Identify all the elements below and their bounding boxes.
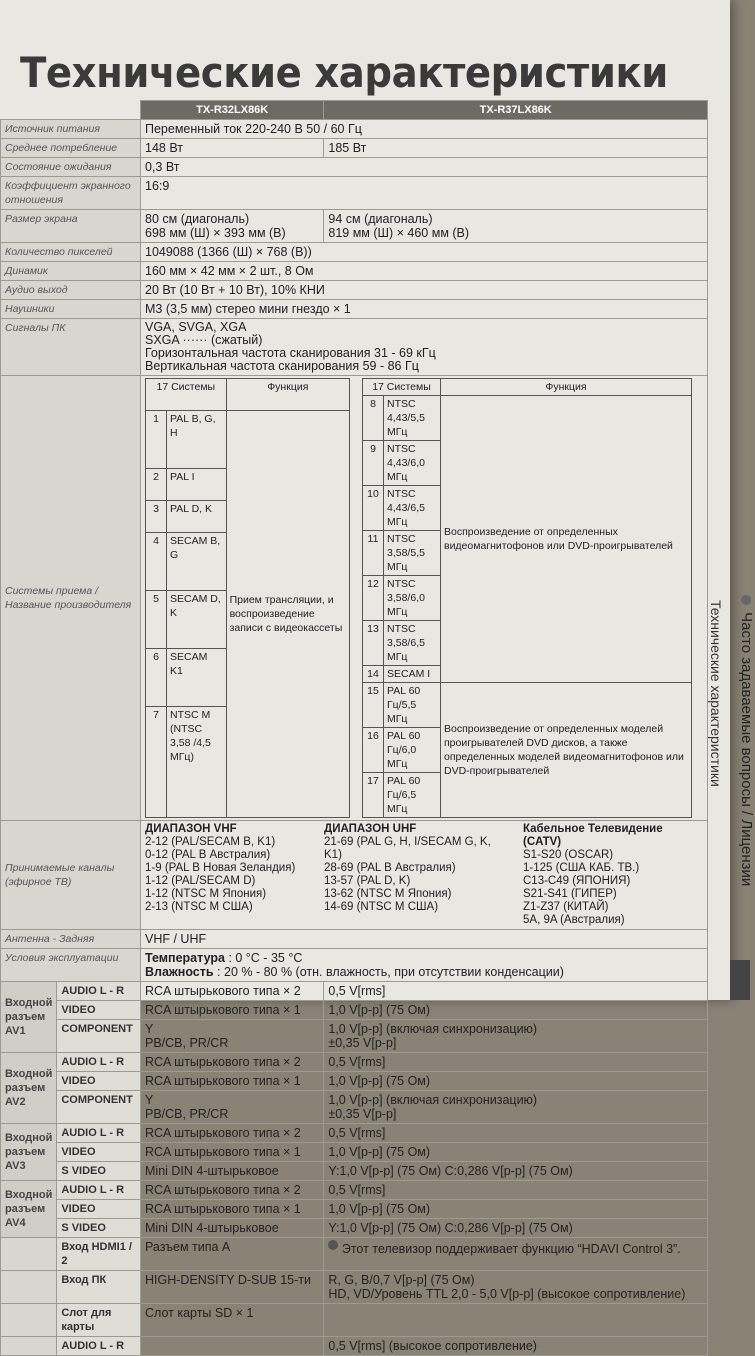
consumption-row — [1, 139, 708, 158]
connector-value: Y:1,0 V[p-p] (75 Ом) C:0,286 V[p-p] (75 Ом) — [324, 1162, 708, 1181]
system-function: Воспроизведение от определенных видеомагнитофонов или DVD-проигрывателей — [440, 396, 691, 683]
connector-type: RCA штырькового типа × 1 — [141, 1001, 324, 1020]
spec-value: R, G, B/0,7 V[p-p] (75 Ом) HD, VD/Уровень TTL 2,0 - 5,0 V[p-p] (высокое сопротивление) — [324, 1271, 708, 1304]
vhf-header: ДИАПАЗОН VHF — [145, 823, 237, 835]
system-number: 2 — [146, 469, 167, 501]
system-number: 9 — [363, 441, 384, 486]
pc-signals-row — [1, 319, 708, 376]
connector-row — [1, 1020, 708, 1053]
connector-type: RCA штырькового типа × 1 — [141, 1200, 324, 1219]
pixels-row — [1, 243, 708, 262]
connector-type: RCA штырькового типа × 1 — [141, 1072, 324, 1091]
spec-table — [0, 100, 708, 1356]
audio-output-row — [1, 1337, 708, 1356]
spec-value: 0,3 Вт — [141, 158, 708, 177]
spec-label: Вход HDMI1 / 2 — [57, 1238, 141, 1271]
col-header: Функция — [226, 379, 349, 411]
hdmi-row — [1, 1238, 708, 1271]
pc-line: VGA, SVGA, XGA — [145, 320, 247, 334]
connector-row — [1, 1181, 708, 1200]
spec-value — [141, 210, 324, 243]
vhf-list: 2-12 (PAL/SECAM B, K1) 0-12 (PAL B Австралия) 1-9 (PAL B Новая Зеландия) 1-12 (PAL/SECAM D) 1-12 (NTSC M Япония) 2-13 (NTSC M США) — [145, 836, 296, 913]
spec-value: 20 Вт (10 Вт + 10 Вт), 10% КНИ — [141, 281, 708, 300]
page-title: Технические характеристики — [20, 48, 668, 97]
connector-key: VIDEO — [57, 1072, 141, 1091]
connector-row — [1, 1143, 708, 1162]
connector-key: S VIDEO — [57, 1219, 141, 1238]
connector-group: Входной разъем AV4 — [1, 1181, 57, 1238]
systems-right-table — [362, 378, 692, 818]
connector-value: 0,5 V[rms] — [324, 1053, 708, 1072]
spec-label: Сигналы ПК — [1, 319, 141, 376]
spec-label: Источник питания — [1, 120, 141, 139]
connector-type: Y PB/CB, PR/CR — [141, 1020, 324, 1053]
humidity-key: Влажность — [145, 965, 214, 979]
connector-key: VIDEO — [57, 1001, 141, 1020]
connector-row — [1, 1200, 708, 1219]
spec-label: Наушники — [1, 300, 141, 319]
connector-row — [1, 982, 708, 1001]
connector-value: 1,0 V[p-p] (включая синхронизацию) ±0,35 V[p-p] — [324, 1091, 708, 1124]
side-section-tab: Технические характеристики — [708, 600, 724, 787]
system-number: 13 — [363, 621, 384, 666]
size-a-dims: 698 мм (Ш) × 393 мм (В) — [145, 226, 286, 240]
system-name: NTSC 3,58/6,0 МГц — [384, 576, 441, 621]
connector-key: S VIDEO — [57, 1162, 141, 1181]
connector-value: 1,0 V[p-p] (75 Ом) — [324, 1200, 708, 1219]
catv-header: Кабельное Телевидение (CATV) — [523, 823, 663, 848]
channels-cell — [141, 821, 708, 930]
headphones-row — [1, 300, 708, 319]
spec-label: Состояние ожидания — [1, 158, 141, 177]
system-name: NTSC 3,58/5,5 МГц — [384, 531, 441, 576]
side-label-text: Часто задаваемые вопросы / Лицензии — [738, 612, 755, 887]
spec-value: 148 Вт — [141, 139, 324, 158]
system-number: 4 — [146, 532, 167, 590]
connector-row — [1, 1053, 708, 1072]
spec-label: Среднее потребление — [1, 139, 141, 158]
spec-value: 185 Вт — [324, 139, 708, 158]
temp-key: Температура — [145, 951, 225, 965]
spec-value: Переменный ток 220-240 В 50 / 60 Гц — [141, 120, 708, 139]
spec-label: Условия эксплуатации — [1, 949, 141, 982]
bullet-icon — [741, 595, 751, 605]
temp-value: : 0 °C - 35 °C — [228, 951, 303, 965]
size-b-diag: 94 см (диагональ) — [328, 212, 433, 226]
connector-type: Y PB/CB, PR/CR — [141, 1091, 324, 1124]
spec-label: Коэффициент экранного отношения — [1, 177, 141, 210]
spec-type — [141, 1337, 324, 1356]
system-name: SECAM D, K — [167, 590, 227, 648]
connector-row — [1, 1219, 708, 1238]
system-name: PAL 60 Гц/5,5 МГц — [384, 683, 441, 728]
system-name: NTSC 3,58/6,5 МГц — [384, 621, 441, 666]
connector-value: 0,5 V[rms] — [324, 1181, 708, 1200]
system-name: PAL 60 Гц/6,0 МГц — [384, 728, 441, 773]
model-b: TX-R37LX86K — [324, 101, 708, 120]
connector-key: VIDEO — [57, 1200, 141, 1219]
system-number: 12 — [363, 576, 384, 621]
channels-row — [1, 821, 708, 930]
col-header: Функция — [440, 379, 691, 396]
spec-label: Вход ПК — [57, 1271, 141, 1304]
system-name: NTSC 4,43/6,5 МГц — [384, 486, 441, 531]
system-name: NTSC 4,43/6,0 МГц — [384, 441, 441, 486]
connector-type: RCA штырькового типа × 2 — [141, 1181, 324, 1200]
connector-type: RCA штырькового типа × 1 — [141, 1143, 324, 1162]
spec-value: 1049088 (1366 (Ш) × 768 (В)) — [141, 243, 708, 262]
size-a-diag: 80 см (диагональ) — [145, 212, 250, 226]
spec-label: Антенна - Задняя — [1, 930, 141, 949]
system-number: 6 — [146, 649, 167, 707]
connector-key: AUDIO L - R — [57, 1053, 141, 1072]
spec-label: Количество пикселей — [1, 243, 141, 262]
connector-row — [1, 1124, 708, 1143]
connector-row — [1, 1091, 708, 1124]
speaker-row — [1, 262, 708, 281]
spec-value — [324, 1238, 708, 1271]
systems-row — [1, 376, 708, 821]
bullet-icon — [328, 1240, 338, 1250]
spec-type: Слот карты SD × 1 — [141, 1304, 324, 1337]
connector-value: 1,0 V[p-p] (75 Ом) — [324, 1143, 708, 1162]
spec-value — [324, 1304, 708, 1337]
spec-value: 0,5 V[rms] (высокое сопротивление) — [324, 1337, 708, 1356]
spec-label: Размер экрана — [1, 210, 141, 243]
side-section-label — [738, 595, 755, 886]
system-name: NTSC 4,43/5,5 МГц — [384, 396, 441, 441]
connector-value: Y:1,0 V[p-p] (75 Ом) C:0,286 V[p-p] (75 Ом) — [324, 1219, 708, 1238]
system-function: Воспроизведение от определенных моделей проигрывателей DVD дисков, а также определенных моделей видеомагнитофонов или DVD-проигрывателей — [440, 683, 691, 818]
system-name: PAL D, K — [167, 500, 227, 532]
connector-value: 0,5 V[rms] — [324, 1124, 708, 1143]
pc-line: Горизонтальная частота сканирования 31 - 69 кГц — [145, 346, 436, 360]
size-b-dims: 819 мм (Ш) × 460 мм (В) — [328, 226, 470, 240]
system-name: SECAM K1 — [167, 649, 227, 707]
system-number: 1 — [146, 410, 167, 468]
connector-key: AUDIO L - R — [57, 1124, 141, 1143]
system-name: SECAM B, G — [167, 532, 227, 590]
humidity-value: : 20 % - 80 % (отн. влажность, при отсутствии конденсации) — [217, 965, 564, 979]
connector-key: AUDIO L - R — [57, 982, 141, 1001]
ratio-row — [1, 177, 708, 210]
col-header: 17 Системы — [146, 379, 227, 411]
system-name: SECAM I — [384, 666, 441, 683]
system-row — [363, 683, 692, 728]
spec-label: Системы приема / Название производителя — [1, 376, 141, 821]
connector-type: RCA штырькового типа × 2 — [141, 1053, 324, 1072]
connector-type: RCA штырькового типа × 2 — [141, 982, 324, 1001]
spec-label: Динамик — [1, 262, 141, 281]
system-number: 17 — [363, 773, 384, 818]
spec-value — [324, 210, 708, 243]
spec-type: HIGH-DENSITY D-SUB 15-ти — [141, 1271, 324, 1304]
connector-key: VIDEO — [57, 1143, 141, 1162]
uhf-header: ДИАПАЗОН UHF — [324, 823, 417, 835]
pc-line: Вертикальная частота сканирования 59 - 86 Гц — [145, 359, 419, 373]
spec-value: VHF / UHF — [141, 930, 708, 949]
system-number: 15 — [363, 683, 384, 728]
card-slot-row — [1, 1304, 708, 1337]
system-number: 11 — [363, 531, 384, 576]
spec-value: 16:9 — [141, 177, 708, 210]
antenna-row — [1, 930, 708, 949]
audio-out-row — [1, 281, 708, 300]
system-name: PAL I — [167, 469, 227, 501]
connector-value: 1,0 V[p-p] (включая синхронизацию) ±0,35 V[p-p] — [324, 1020, 708, 1053]
connector-key: COMPONENT — [57, 1091, 141, 1124]
connector-value: 1,0 V[p-p] (75 Ом) — [324, 1072, 708, 1091]
spec-type: Разъем типа A — [141, 1238, 324, 1271]
connector-group: Входной разъем AV2 — [1, 1053, 57, 1124]
system-number: 14 — [363, 666, 384, 683]
system-number: 3 — [146, 500, 167, 532]
connector-row — [1, 1162, 708, 1181]
system-row — [146, 410, 350, 468]
system-function: Прием трансляции, и воспроизведение записи с видеокассеты — [226, 410, 349, 817]
system-name: PAL B, G, H — [167, 410, 227, 468]
system-row — [363, 396, 692, 441]
spec-value: 160 мм × 42 мм × 2 шт., 8 Ом — [141, 262, 708, 281]
spec-value — [141, 949, 708, 982]
spec-label: Аудио выход — [1, 281, 141, 300]
connector-key: AUDIO L - R — [57, 1181, 141, 1200]
connector-type: Mini DIN 4-штырьковое — [141, 1162, 324, 1181]
spec-label: AUDIO L - R — [57, 1337, 141, 1356]
systems-cell — [141, 376, 708, 821]
connector-value: 0,5 V[rms] — [324, 982, 708, 1001]
pc-line: SXGA ······ (сжатый) — [145, 333, 263, 347]
system-name: PAL 60 Гц/6,5 МГц — [384, 773, 441, 818]
power-source-row — [1, 120, 708, 139]
spec-label: Слот для карты — [57, 1304, 141, 1337]
connector-row — [1, 1001, 708, 1020]
connector-value: 1,0 V[p-p] (75 Ом) — [324, 1001, 708, 1020]
connector-type: Mini DIN 4-штырьковое — [141, 1219, 324, 1238]
connector-row — [1, 1072, 708, 1091]
connector-key: COMPONENT — [57, 1020, 141, 1053]
uhf-list: 21-69 (PAL G, H, I/SECAM G, K, K1) 28-69 (PAL B Австралия) 13-57 (PAL D, K) 13-62 (NTSC M Япония) 14-69 (NTSC M США) — [324, 836, 491, 913]
system-number: 10 — [363, 486, 384, 531]
spec-label: Принимаемые каналы (эфирное ТВ) — [1, 821, 141, 930]
col-header: 17 Системы — [363, 379, 441, 396]
page-edge-tab — [730, 960, 750, 1000]
system-number: 16 — [363, 728, 384, 773]
conditions-row — [1, 949, 708, 982]
standby-row — [1, 158, 708, 177]
screen-size-row — [1, 210, 708, 243]
model-a: TX-R32LX86K — [141, 101, 324, 120]
systems-left-table — [145, 378, 350, 818]
system-number: 7 — [146, 707, 167, 818]
model-header-row — [1, 101, 708, 120]
system-name: NTSC M (NTSC 3,58 /4,5 МГц) — [167, 707, 227, 818]
system-number: 5 — [146, 590, 167, 648]
system-number: 8 — [363, 396, 384, 441]
spec-value — [141, 319, 708, 376]
connector-group: Входной разъем AV3 — [1, 1124, 57, 1181]
connector-type: RCA штырькового типа × 2 — [141, 1124, 324, 1143]
hdmi-note: Этот телевизор поддерживает функцию “HDAVI Control 3”. — [341, 1242, 681, 1256]
catv-list: S1-S20 (OSCAR) 1-125 (США КАБ. ТВ.) C13-C49 (ЯПОНИЯ) S21-S41 (ГИПЕР) Z1-Z37 (КИТАЙ) 5A, 9A (Австралия) — [523, 849, 640, 926]
pc-input-row — [1, 1271, 708, 1304]
spec-value: М3 (3,5 мм) стерео мини гнездо × 1 — [141, 300, 708, 319]
connector-group: Входной разъем AV1 — [1, 982, 57, 1053]
